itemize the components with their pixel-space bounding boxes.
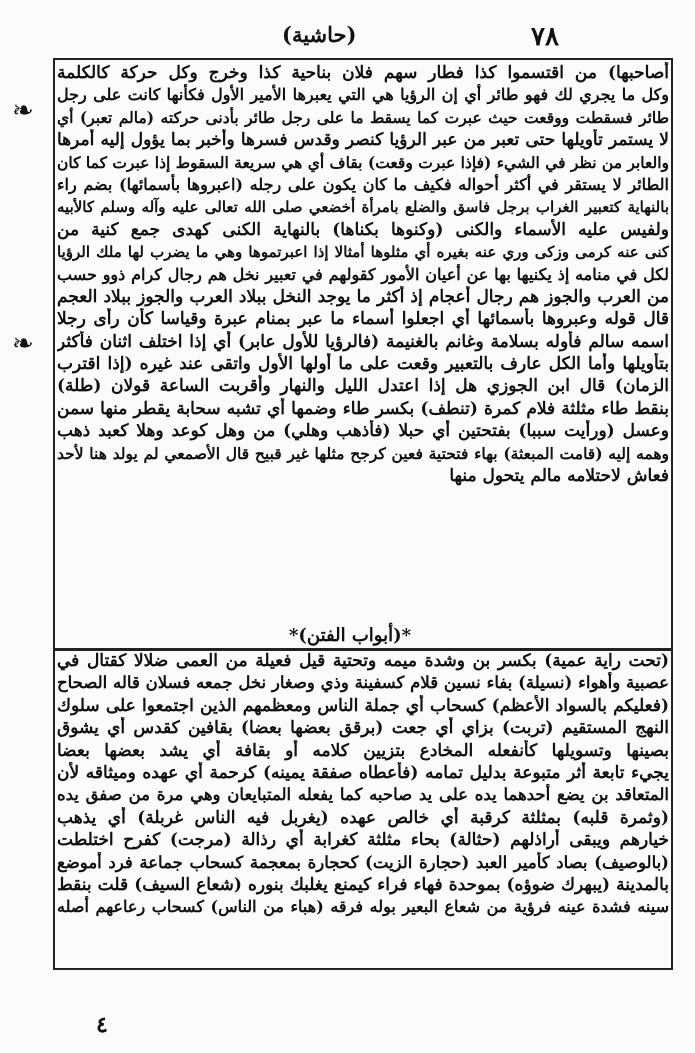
text-line: والعابر من نظر في الشيء (فإذا عبرت وقعت) بقاف أي هي سريعة السقوط إذا عبرت كما كان xyxy=(57,152,669,172)
text-line: (تحت راية عمية) بكسر بن وشدة ميمه وتحتية قيل فعيلة من العمى ضلالا كقتال في xyxy=(57,651,669,671)
text-line: لكل في منامه إذ يكنيها بها عن أعيان الأمور كقولهم في تعبير نخل هم رجال كرام ذوو حسب xyxy=(57,264,669,284)
text-line: (بالوصيف) بصاد كأمير العبد (حجارة الزيت) كحجارة بمعجمة كسحاب جماعة فرد أموضع xyxy=(57,852,669,872)
margin-ornament-icon: ❧ xyxy=(12,96,34,126)
text-line: وهمه إليه (قامت المبعثة) بهاء فتحتية فعين كرجح مثلها غير قبيح قال الأصمعي لم يولد هنا لأحد xyxy=(57,443,669,463)
text-line: وعسل (ورأيت سببا) بفتحتين أي حبلا (فأذهب وهلي) من وهل كوعد وهلا كعبد ذهب xyxy=(57,421,669,442)
text-line: من العرب والجوز هم رجال أعجام إذ أكثر ما يوجد النخل ببلاد العرب والجوز ببلاد العجم xyxy=(57,286,669,307)
text-line: النهج المستقيم (تربت) بزاي أي جعت (برقق بعضها بعضا) بقافين كقدس أي يشوق xyxy=(57,718,669,739)
text-line: عصبية وأهواء (نسيلة) بفاء نسين قلام كسفينة وذي وصغار نخل جمعه فسلان قاله الصحاح xyxy=(57,673,669,693)
text-line: الطائر لا يستقر في أكثر أحواله فكيف ما كان يكون على رجله (اعبروها بأسمائها) بضم راء xyxy=(57,174,669,194)
text-line: فعاش لاحتلامه مالم يتحول منها xyxy=(449,466,669,487)
text-line: بنقط طاء مثلثة فلام كمرة (تنطف) بكسر طاء وضمها أي تشبه سحابة يقطر منها سمن xyxy=(57,398,669,419)
text-line: المتعاقد بن يضع أحدهما يده على يد صاحبه كما يفعله المتبايعان وهي مرة من صفق يده xyxy=(57,785,669,805)
section-heading: *(أبواب الفتن)* xyxy=(288,625,412,646)
text-line: بتأويلها وأما الكل عارف بالتعبير وقعت على ما أولها الأول واتقى عند غيره (إذا اقترب xyxy=(57,354,669,375)
page-number: ٧٨ xyxy=(531,22,559,52)
text-line: سينه فشدة عينه فرؤية من شعاع البعير بوله فرقه (هباء من الناس) كسحاب رعاعهم أصله xyxy=(57,897,669,917)
text-line: قال قوله وعبروها بأسمائها أي اجعلوا أسماء ما عبر بمنام عبرة وقياسا كأن رأى رجلا xyxy=(57,309,669,330)
text-line: (وثمرة قلبه) بمثلثة كرقبة أي خالص عهده (يغربل فيه الناس غربلة) أي يذهب xyxy=(57,807,669,828)
text-line: بصينها وتسويلها كأنفعله المخادع بتزيين كلامه أو بقافة أي يشد بعضها بعضا xyxy=(57,740,669,761)
running-title: (حاشية) xyxy=(282,22,357,47)
text-line: يجيء تابعة أثر متبوعة بدليل تمامه (فأعطاه صفقة يمينه) كرحمة أي عهده وميثاقه لأن xyxy=(57,762,669,783)
text-line: (فعليكم بالسواد الأعظم) كسحاب أي جملة الناس ومعظمهم الذين اجتمعوا على سلوك xyxy=(57,695,669,716)
text-line: بالمدينة (يبهرك ضوؤه) بموحدة فهاء فراء كيمنع يغلبك بنوره (شعاع السيف) قلت بنقط xyxy=(57,874,669,895)
text-line: ولفيس عليه الأسماء والكنى (وكنوها بكناها) بالنهاية الكنى كهدى جمع كنية من xyxy=(57,219,669,240)
text-line: طائر فسقطت ووقعت حيث عبرت كما يسقط ما على رجل طائر بأدنى حركته (مالم تعبر) أي xyxy=(57,107,669,127)
text-line: أصاحبها) من اقتسموا كذا فطار سهم فلان بناحية كذا وخرج وكل حركة كالكلمة xyxy=(57,63,669,83)
commentary-text-upper xyxy=(57,62,669,487)
text-line: الزمان) قال ابن الجوزي هل إذا اعتدل الليل والنهار وأقربت الساعة قولان (طلة) xyxy=(57,376,669,397)
text-line: اسمه سالم فأوله بسلامة وغانم بالغنيمة (فالرؤيا للأول عابر) أي إذا اختلف اثنان فأكثر xyxy=(57,331,669,352)
text-line: لا يستمر تأويلها حتى تعبر من عبر الرؤيا كنصر وقدس فسرها وأخبر بما يؤول إليه أمرها xyxy=(57,130,669,151)
folio-mark: ٤ xyxy=(96,1012,108,1038)
commentary-text-lower xyxy=(57,650,669,919)
text-line: خيارهم ويبقى أراذلهم (حثالة) بحاء مثلثة كغرابة أي رذالة (مرجت) كفرح اختلطت xyxy=(57,830,669,851)
text-line: بالنهاية كتعبير الغراب برجل فاسق والضلع بامرأة أخضعي صلى الله تعالى عليه وآله وسلم كالأبيه xyxy=(57,198,669,217)
text-line: وكل ما يجري لك فهو طائر أي إن الرؤيا هي التي يعبرها الأمير الأول فكأنها كانت على رجل xyxy=(57,85,669,105)
text-line: كنى عنه كرمى وزكى وري عنه بغيره أي مثلوها أمثالا إذا اعبرتموها وهي ما يضرب لها ملك الرؤيا xyxy=(57,243,669,262)
margin-ornament-icon: ❧ xyxy=(12,329,34,359)
